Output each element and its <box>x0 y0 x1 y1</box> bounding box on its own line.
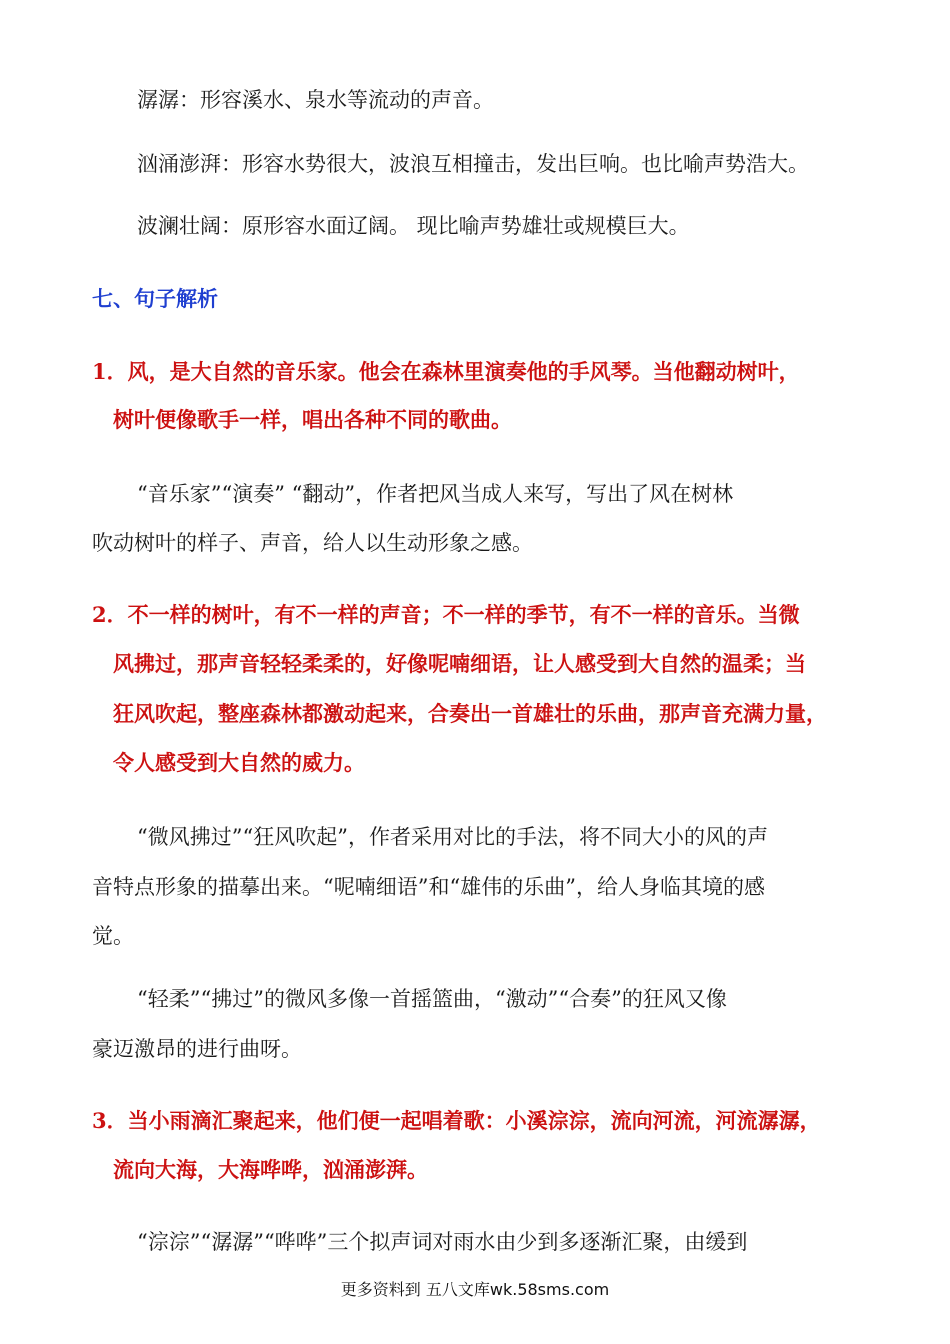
question-2-line-1: 2．不一样的树叶，有不一样的声音；不一样的季节，有不一样的音乐。当微 <box>92 602 800 627</box>
answer-2a-line-2: 音特点形象的描摹出来。“呢喃细语”和“雄伟的乐曲”，给人身临其境的感 <box>92 875 765 899</box>
answer-2b-line-2: 豪迈激昂的进行曲呀。 <box>92 1037 302 1061</box>
definition-xiongyong-pengpai: 汹涌澎湃：形容水势很大，波浪互相撞击，发出巨响。也比喻声势浩大。 <box>137 152 809 176</box>
answer-1-line-1: “音乐家”“演奏” “翻动”，作者把风当成人来写，写出了风在树林 <box>137 482 734 506</box>
footer-watermark: 更多资料到 五八文库wk.58sms.com <box>340 1280 610 1299</box>
section-heading: 七、句子解析 <box>92 286 218 311</box>
question-3-line-1: 3．当小雨滴汇聚起来，他们便一起唱着歌：小溪淙淙，流向河流，河流潺潺， <box>92 1108 821 1133</box>
definition-chanchan: 潺潺：形容溪水、泉水等流动的声音。 <box>137 88 494 112</box>
question-2-line-2: 风拂过，那声音轻轻柔柔的，好像呢喃细语，让人感受到大自然的温柔；当 <box>113 651 806 676</box>
answer-3-line-1: “淙淙”“潺潺”“哗哗”三个拟声词对雨水由少到多逐渐汇聚，由缓到 <box>137 1230 748 1254</box>
question-1-line-2: 树叶便像歌手一样，唱出各种不同的歌曲。 <box>113 407 512 432</box>
definition-bolan-zhuangkuo: 波澜壮阔：原形容水面辽阔。 现比喻声势雄壮或规模巨大。 <box>137 214 690 238</box>
question-1-line-1: 1．风，是大自然的音乐家。他会在森林里演奏他的手风琴。当他翻动树叶， <box>92 359 800 384</box>
question-2-line-3: 狂风吹起，整座森林都激动起来，合奏出一首雄壮的乐曲，那声音充满力量， <box>113 701 827 726</box>
answer-1-line-2: 吹动树叶的样子、声音，给人以生动形象之感。 <box>92 531 533 555</box>
answer-2a-line-1: “微风拂过”“狂风吹起”，作者采用对比的手法，将不同大小的风的声 <box>137 825 768 849</box>
answer-2a-line-3: 觉。 <box>92 924 134 948</box>
question-2-line-4: 令人感受到大自然的威力。 <box>113 750 365 775</box>
answer-2b-line-1: “轻柔”“拂过”的微风多像一首摇篮曲，“激动”“合奏”的狂风又像 <box>137 987 727 1011</box>
question-3-line-2: 流向大海，大海哗哗，汹涌澎湃。 <box>113 1157 428 1182</box>
